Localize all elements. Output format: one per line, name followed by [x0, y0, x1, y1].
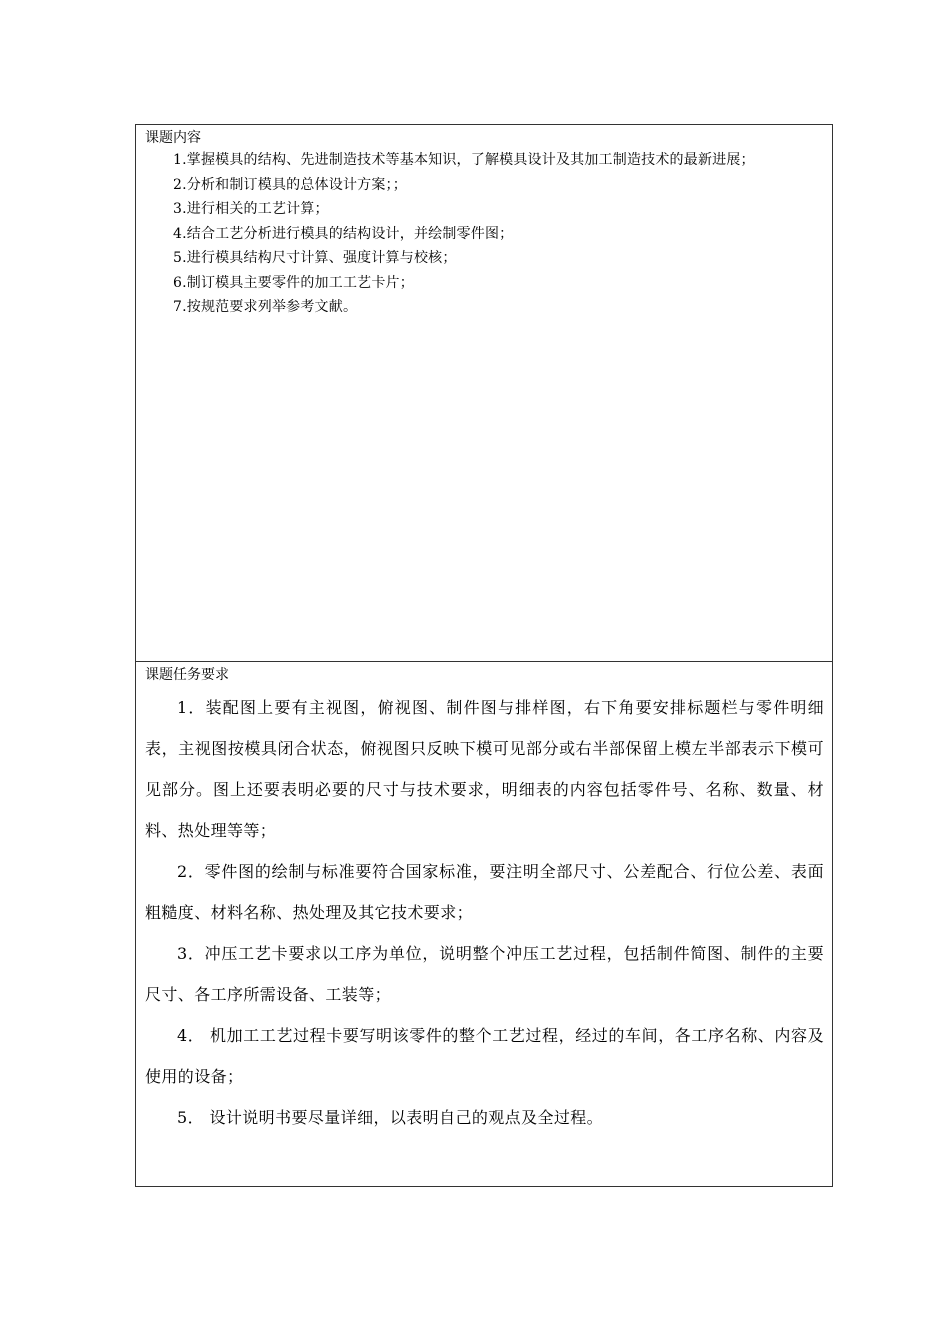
document-table: [135, 124, 833, 1187]
content-item: 4.结合工艺分析进行模具的结构设计，并绘制零件图；: [173, 225, 514, 242]
content-heading: 课题内容: [145, 130, 201, 146]
task-item: 2．零件图的绘制与标准要符合国家标准，要注明全部尺寸、公差配合、行位公差、表面粗糙度、材料名称、热处理及其它技术要求；: [145, 862, 824, 922]
task-item: 3．冲压工艺卡要求以工序为单位，说明整个冲压工艺过程，包括制件简图、制件的主要尺寸、各工序所需设备、工装等；: [145, 944, 824, 1004]
tasks-heading: 课题任务要求: [145, 667, 229, 683]
content-item: 3.进行相关的工艺计算；: [173, 201, 329, 217]
task-item: 4． 机加工工艺过程卡要写明该零件的整个工艺过程，经过的车间，各工序名称、内容及使用的设备；: [145, 1026, 824, 1086]
content-list: [145, 148, 824, 320]
content-item: 5.进行模具结构尺寸计算、强度计算与校核；: [173, 250, 457, 266]
content-item: 2.分析和制订模具的总体设计方案；；: [173, 176, 407, 193]
content-section: [136, 128, 832, 662]
content-item: 7.按规范要求列举参考文献。: [173, 299, 358, 315]
tasks-list: [145, 687, 824, 1138]
tasks-section: [136, 665, 832, 1186]
content-item: 6.制订模具主要零件的加工工艺卡片；: [173, 274, 414, 291]
content-item: 1.掌握模具的结构、先进制造技术等基本知识，了解模具设计及其加工制造技术的最新进展；: [173, 152, 755, 168]
task-item: 5． 设计说明书要尽量详细，以表明自己的观点及全过程。: [177, 1108, 604, 1127]
task-item: 1．装配图上要有主视图，俯视图、制件图与排样图，右下角要安排标题栏与零件明细表，主视图按模具闭合状态，俯视图只反映下模可见部分或右半部保留上模左半部表示下模可见部分。图上还要表明必要的尺寸与技术要求，明细表的内容包括零件号、名称、数量、材料、热处理等等；: [145, 698, 824, 840]
